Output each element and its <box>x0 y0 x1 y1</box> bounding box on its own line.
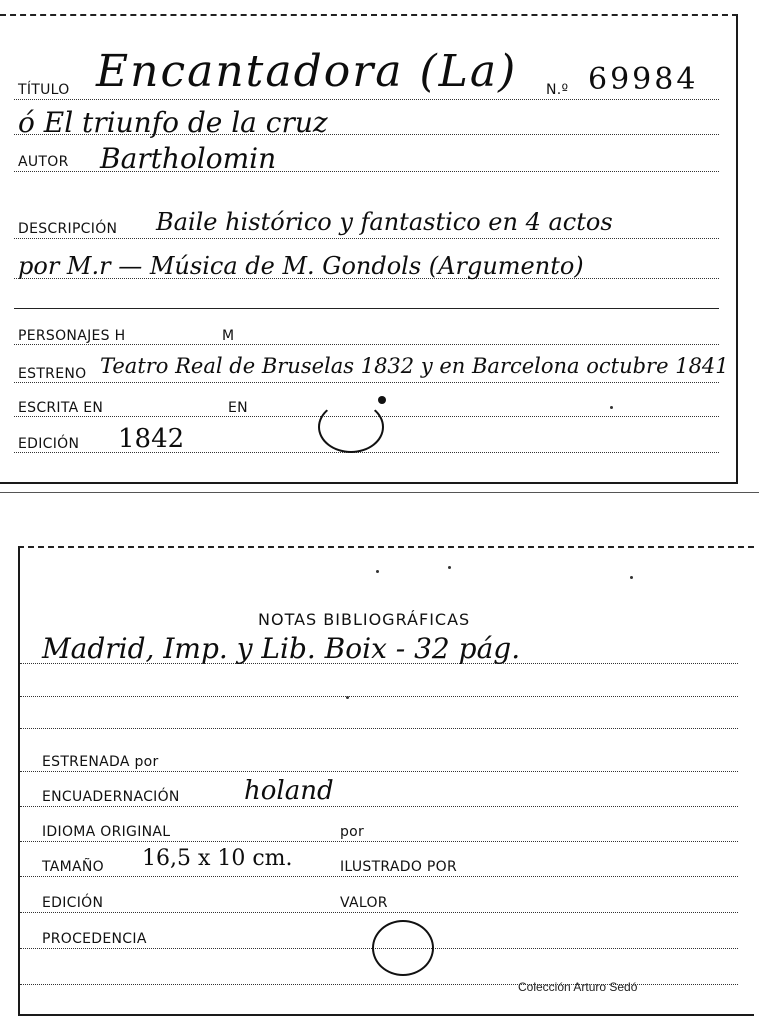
tamano-value: 16,5 x 10 cm. <box>142 846 293 871</box>
speck <box>376 570 379 573</box>
catalog-card-front <box>0 14 738 484</box>
autor-label: AUTOR <box>18 154 69 170</box>
por-label: por <box>340 824 365 840</box>
numero-value: 69984 <box>588 62 699 97</box>
ink-mark <box>378 396 386 404</box>
coleccion-credit: Colección Arturo Sedó <box>518 980 638 994</box>
speck <box>448 566 451 569</box>
punch-hole <box>318 401 384 453</box>
valor-label: VALOR <box>340 895 388 911</box>
notas-value: Madrid, Imp. y Lib. Boix - 32 pág. <box>42 632 521 665</box>
rule-divider <box>14 308 719 309</box>
rule-titulo <box>14 99 719 100</box>
speck <box>630 576 633 579</box>
autor-value: Bartholomin <box>100 142 277 175</box>
titulo-value: Encantadora (La) <box>96 46 518 97</box>
page-divider <box>0 492 759 493</box>
rule-personajes <box>14 344 719 345</box>
notas-title: NOTAS BIBLIOGRÁFICAS <box>258 610 471 629</box>
edicion-value: 1842 <box>118 424 185 454</box>
idioma-label: IDIOMA ORIGINAL <box>42 824 171 840</box>
rule-descripcion-1 <box>14 238 719 239</box>
rule-edicion-back <box>20 912 738 913</box>
encuadernacion-label: ENCUADERNACIÓN <box>42 789 180 805</box>
personajes-m-label: M <box>222 328 235 344</box>
catalog-card-back <box>18 546 754 1016</box>
subtitle-value: ó El triunfo de la cruz <box>18 106 328 139</box>
escrita-label: ESCRITA EN <box>18 400 104 416</box>
estreno-value: Teatro Real de Bruselas 1832 y en Barcelona octubre 1841 <box>100 354 729 378</box>
speck <box>610 406 613 409</box>
escrita-en-label: EN <box>228 400 248 416</box>
tamano-label: TAMAÑO <box>42 859 104 875</box>
edicion-back-label: EDICIÓN <box>42 895 104 911</box>
punch-hole <box>372 920 434 976</box>
rule-estreno <box>14 382 719 383</box>
rule-tamano <box>20 876 738 877</box>
ilustrado-label: ILUSTRADO POR <box>340 859 457 875</box>
rule-estrenada <box>20 771 738 772</box>
rule-blank-1 <box>20 696 738 697</box>
personajes-label: PERSONAJES H <box>18 328 126 344</box>
rule-encuadernacion <box>20 806 738 807</box>
numero-label: N.º <box>546 82 569 98</box>
descripcion-line1: Baile histórico y fantastico en 4 actos <box>156 208 613 236</box>
descripcion-line2: por M.r — Música de M. Gondols (Argumento) <box>18 252 584 280</box>
estrenada-label: ESTRENADA por <box>42 754 159 770</box>
encuadernacion-value: holand <box>244 776 334 806</box>
rule-blank-2 <box>20 728 738 729</box>
estreno-label: ESTRENO <box>18 366 87 382</box>
procedencia-label: PROCEDENCIA <box>42 931 147 947</box>
edicion-label: EDICIÓN <box>18 436 80 452</box>
titulo-label: TÍTULO <box>18 82 70 98</box>
descripcion-label: DESCRIPCIÓN <box>18 221 118 237</box>
speck <box>346 696 349 699</box>
rule-idioma <box>20 841 738 842</box>
